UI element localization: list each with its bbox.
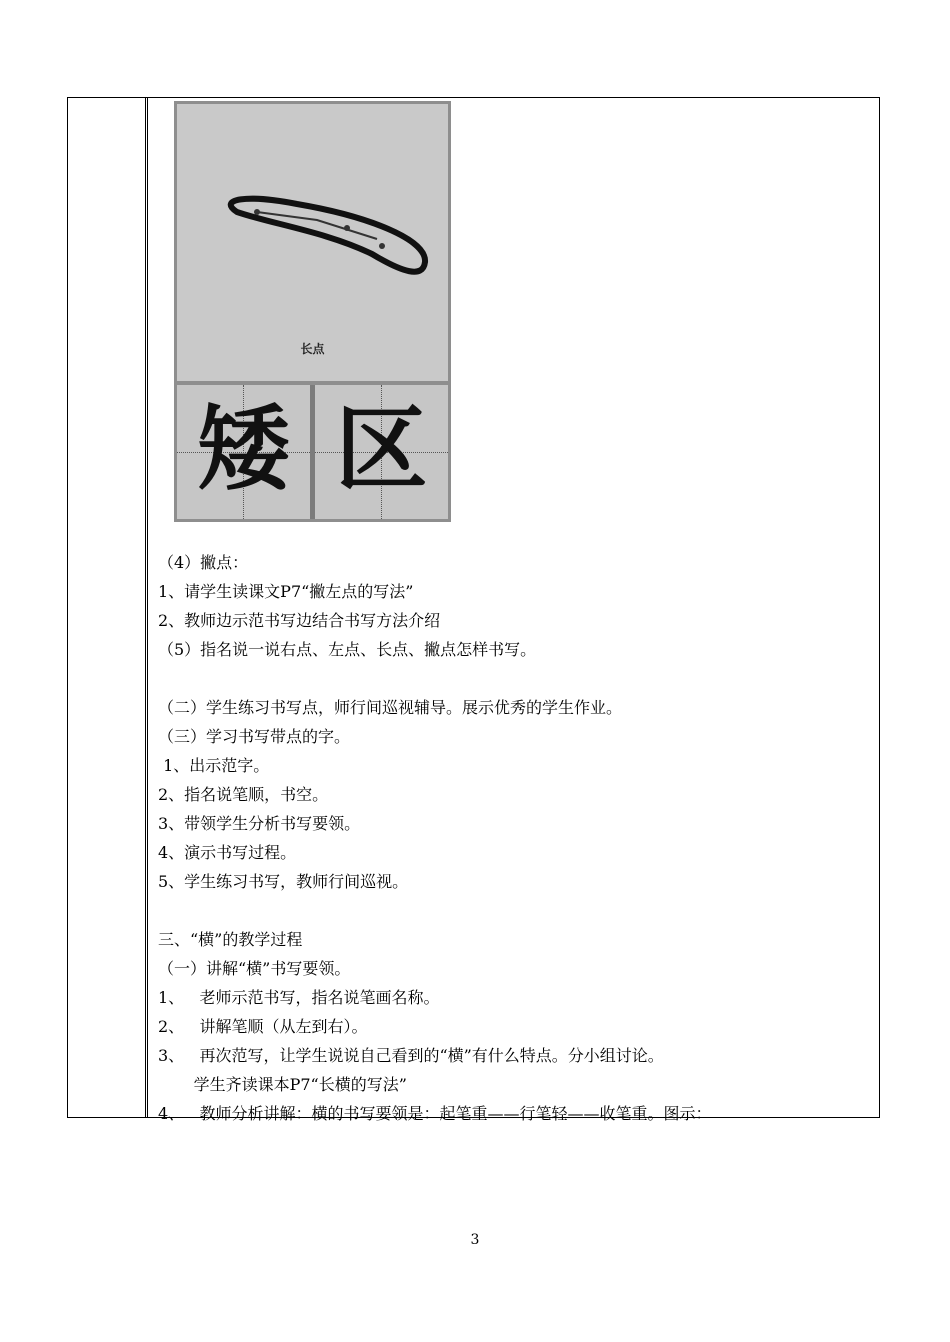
text-line: 2、指名说笔顺，书空。 [158,785,329,804]
text-line: （二）学生练习书写点，师行间巡视辅导。展示优秀的学生作业。 [158,698,623,717]
text-line: 2、教师边示范书写边结合书写方法介绍 [158,611,441,630]
text-line: 4、演示书写过程。 [158,843,297,862]
stroke-label: 长点 [300,342,325,356]
text-line: 1、请学生读课文P7“撇左点的写法” [158,582,414,601]
text-line: 学生齐读课本P7“长横的写法” [158,1075,407,1094]
text-line: 1、 老师示范书写，指名说笔画名称。 [158,988,440,1007]
example-cell-right [315,385,448,519]
text-line: 3、 再次范写，让学生说说自己看到的“横”有什么特点。分小组讨论。 [158,1046,664,1065]
lesson-text [158,548,878,1128]
page-number: 3 [470,1232,480,1248]
lesson-table [67,97,880,1123]
blank-line [158,664,878,693]
text-line: 4、 教师分析讲解：横的书写要领是：起笔重——行笔轻——收笔重。图示： [158,1104,712,1123]
text-line: 5、学生练习书写，教师行间巡视。 [158,872,409,891]
text-line: 三、“横”的教学过程 [158,930,303,949]
example-char-2: 区 [335,396,428,503]
text-line: （4）撇点： [158,553,249,572]
text-line: 2、 讲解笔顺（从左到右）。 [158,1017,368,1036]
example-cell-left [177,385,310,519]
stroke-demo-panel [177,104,448,381]
example-characters-panel [177,385,448,519]
stroke-example-figure [174,101,451,522]
text-line: 1、出示范字。 [158,756,270,775]
text-line: （5）指名说一说右点、左点、长点、撇点怎样书写。 [158,640,537,659]
text-line: （一）讲解“横”书写要领。 [158,959,351,978]
example-char-1: 矮 [197,396,290,503]
text-line: （三）学习书写带点的字。 [158,727,351,746]
text-line: 3、带领学生分析书写要领。 [158,814,361,833]
column-divider [145,98,148,1117]
blank-line [158,896,878,925]
